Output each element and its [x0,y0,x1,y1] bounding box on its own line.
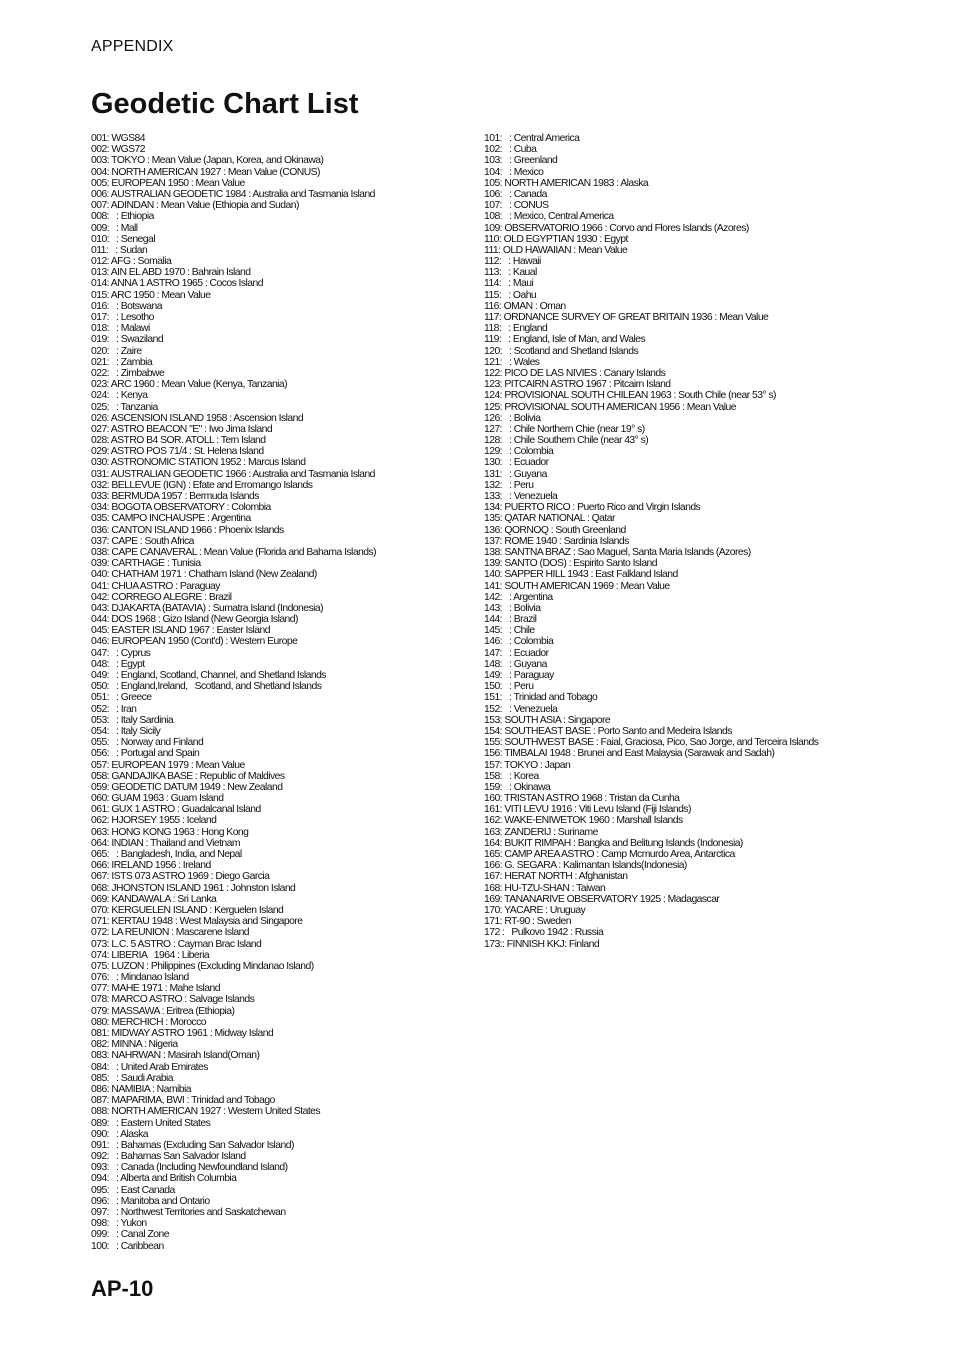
chart-list-item: 049: : England, Scotland, Channel, and Shetland Islands [91,670,326,681]
chart-list-item: 012: AFG : Somalia [91,256,172,268]
chart-list-item: 048: : Egypt [91,658,145,670]
chart-list-item: 040: CHATHAM 1971 : Chatham Island (New Zealand) [91,569,317,581]
chart-list-item: 047: : Cyprus [91,647,151,659]
chart-list-item: 117: ORDNANCE SURVEY OF GREAT BRITAIN 1936 : Mean Value [484,312,769,323]
chart-list-item: 078: MARCO ASTRO : Salvage Islands [91,994,255,1006]
chart-list-item: 061: GUX 1 ASTRO : Guadalcanal Island [91,804,261,816]
chart-list-item: 025: : Tanzania [91,401,158,413]
chart-list-item: 075: LUZON : Philippines (Excluding Mindanao Island) [91,960,314,972]
chart-list-item: 099: : Canal Zone [91,1229,169,1241]
chart-list-item: 028: ASTRO B4 SOR. ATOLL : Tern Island [91,435,266,447]
chart-list-item: 153: SOUTH ASIA : Singapore [484,714,611,726]
chart-list-item: 057: EUROPEAN 1979 : Mean Value [91,759,245,771]
chart-list-item: 050: : England,Ireland, Scotland, and Shetland Islands [91,681,322,693]
chart-list-item: 068: JHONSTON ISLAND 1961 : Johnston Island [91,882,296,894]
chart-list-item: 152: : Venezuela [484,703,558,715]
chart-list-item: 030: ASTRONOMIC STATION 1952 : Marcus Island [91,457,306,469]
chart-list-item: 085: : Saudi Arabia [91,1072,174,1084]
chart-list-item: 123: PITCAIRN ASTRO 1967 : Pitcairn Island [484,379,671,391]
chart-list-item: 166: G. SEGARA : Kalimantan Islands(Indonesia) [484,860,687,872]
chart-list-item: 125: PROVISIONAL SOUTH AMERICAN 1956 : Mean Value [484,401,736,413]
chart-list-item: 024: : Kenya [91,390,148,402]
chart-list-item: 129: : Colombia [484,446,554,458]
chart-list-item: 076: : Mindanao Island [91,972,189,984]
chart-list-item: 042: CORREGO ALEGRE : Brazil [91,591,232,603]
chart-list-item: 065: : Bangladesh, India, and Nepal [91,849,242,860]
chart-list-item: 120: : Scotland and Shetland Islands [484,345,639,357]
chart-list-item: 121: : Wales [484,356,540,368]
chart-list-item: 127: : Chile Northern Chie (near 19° s) [484,423,645,435]
chart-list-item: 136: QORNOQ : South Greenland [484,524,626,536]
chart-list-item: 053: : Italy Sardinia [91,714,174,726]
chart-list-item: 008: : Ethiopia [91,211,154,223]
chart-list-item: 132: : Peru [484,479,534,491]
chart-list-item: 130: : Ecuador [484,457,549,469]
chart-list-item: 126: : Bolivia [484,412,541,424]
chart-list-item: 140: SAPPER HILL 1943 : East Falkland Island [484,569,678,581]
chart-list-item: 131: : Guyana [484,468,547,480]
chart-list-item: 010: : Senegal [91,233,155,245]
chart-list-item: 155: SOUTHWEST BASE : Faial, Graciosa, Pico, Sao Jorge, and Terceira Islands [484,737,819,749]
chart-list-item: 093: : Canada (Including Newfoundland Island) [91,1162,288,1174]
chart-list-item: 113: : Kaual [484,267,537,279]
chart-list-item: 029: ASTRO POS 71/4 : St. Helena Island [91,446,264,458]
chart-list-item: 105: NORTH AMERICAN 1983 : Alaska [484,177,649,189]
chart-list-item: 043: DJAKARTA (BATAVIA) : Sumatra Island (Indonesia) [91,602,324,614]
chart-list-item: 118: : England [484,323,548,335]
chart-list-item: 094: : Alberta and British Columbia [91,1173,237,1185]
chart-list-item: 009: : Mall [91,222,138,234]
chart-list-item: 016: : Botswana [91,300,162,312]
chart-list-item: 143: : Bolivia [484,602,541,614]
chart-list-item: 020: : Zaire [91,345,142,357]
chart-list-item: 032: BELLEVUE (IGN) : Efate and Erromango Islands [91,479,313,491]
chart-list-item: 073: L.C. 5 ASTRO : Cayman Brac Island [91,938,262,950]
chart-list-item: 003: TOKYO : Mean Value (Japan, Korea, and Okinawa) [91,155,324,167]
chart-list-item: 051: : Greece [91,692,152,704]
chart-list-item: 013: AIN EL ABD 1970 : Bahrain Island [91,267,251,279]
chart-list-item: 067: ISTS 073 ASTRO 1969 : Diego Garcia [91,871,270,883]
chart-list-item: 044: DOS 1968 : Gizo Island (New Georgia Island) [91,614,298,626]
chart-list-item: 150: : Peru [484,681,534,693]
chart-list-item: 161: VITI LEVU 1916 : Viti Levu Island (Fiji Islands) [484,804,691,816]
chart-list-item: 041: CHUA ASTRO : Paraguay [91,580,220,592]
chart-list-item: 173:: FINNISH KKJ: Finland [484,938,600,950]
chart-list-item: 055: : Norway and Finland [91,737,204,749]
chart-list-item: 089: : Eastern United States [91,1117,211,1129]
chart-list-item: 002: WGS72 [91,144,145,156]
page-title: Geodetic Chart List [91,88,359,120]
chart-list-item: 107: : CONUS [484,200,549,212]
chart-list-item: 082: MINNA : Nigeria [91,1039,178,1051]
chart-list-item: 110: OLD EGYPTIAN 1930 : Egypt [484,233,628,245]
chart-list-item: 149: : Paraguay [484,670,554,681]
chart-list-item: 021: : Zambia [91,356,153,368]
chart-list-item: 052: : Iran [91,703,137,715]
chart-list-item: 167: HERAT NORTH : Afghanistan [484,871,628,883]
chart-list-item: 122: PICO DE LAS NIVIES : Canary Islands [484,367,666,379]
chart-list-item: 142: : Argentina [484,591,553,603]
chart-list-item: 135: QATAR NATIONAL : Qatar [484,513,615,525]
chart-list-item: 019: : Swaziland [91,334,164,346]
chart-list-item: 066: IRELAND 1956 : Ireland [91,860,211,872]
chart-list-item: 011: : Sudan [91,244,148,256]
chart-list-item: 112: : Hawaii [484,256,541,268]
chart-list-item: 138: SANTNA BRAZ : Sao Maguel, Santa Maria Islands (Azores) [484,546,751,558]
chart-list-item: 169: TANANARIVE OBSERVATORY 1925 : Madagascar [484,893,720,905]
page-number: AP-10 [91,1276,154,1301]
chart-list-item: 079: MASSAWA : Eritrea (Ethiopia) [91,1005,235,1017]
chart-list-item: 119: : England, Isle of Man, and Wales [484,334,646,346]
chart-list-left-column [91,133,471,1252]
chart-list-item: 081: MIDWAY ASTRO 1961 : Midway Island [91,1028,274,1039]
chart-list-item: 058: GANDAJIKA BASE : Republic of Maldives [91,770,285,782]
chart-list-item: 080: MERCHICH : Morocco [91,1016,206,1028]
chart-list-item: 091: : Bahamas (Excluding San Salvador Island) [91,1139,294,1151]
chart-list-item: 100: : Caribbean [91,1240,164,1252]
chart-list-item: 151: : Trinidad and Tobago [484,692,598,704]
chart-list-item: 088: NORTH AMERICAN 1927 : Western United States [91,1106,321,1118]
chart-list-item: 096: : Manitoba and Ontario [91,1195,210,1207]
chart-list-item: 124: PROVISIONAL SOUTH CHILEAN 1963 : South Chile (near 53° s) [484,390,776,402]
chart-list-item: 160: TRISTAN ASTRO 1968 : Tristan da Cunha [484,793,680,805]
chart-list-item: 144: : Brazil [484,614,537,626]
chart-list-item: 005: EUROPEAN 1950 : Mean Value [91,177,245,189]
chart-list-item: 103: : Greenland [484,155,558,167]
chart-list-item: 157: TOKYO : Japan [484,759,571,771]
chart-list-item: 069: KANDAWALA : Sri Lanka [91,893,217,905]
chart-list-item: 168: HU-TZU-SHAN : Taiwan [484,882,606,894]
chart-list-item: 104: : Mexico [484,166,544,178]
chart-list-item: 101: : Central America [484,133,580,144]
chart-list-item: 064: INDIAN : Thailand and Vietnam [91,837,240,849]
chart-list-item: 116: OMAN : Oman [484,300,566,312]
chart-list-item: 086: NAMIBIA : Namibia [91,1083,191,1095]
chart-list-item: 037: CAPE : South Africa [91,535,194,547]
chart-list-item: 036: CANTON ISLAND 1966 : Phoenix Islands [91,524,284,536]
chart-list-item: 084: : United Arab Emirates [91,1061,208,1073]
chart-list-item: 141: SOUTH AMERICAN 1969 : Mean Value [484,580,670,592]
chart-list-item: 031: AUSTRALIAN GEODETIC 1966 : Australia and Tasmania Island [91,468,375,480]
chart-list-item: 133: : Venezuela [484,491,558,502]
chart-list-item: 109: OBSERVATORIO 1966 : Corvo and Flores Islands (Azores) [484,222,749,234]
chart-list-item: 059: GEODETIC DATUM 1949 : New Zealand [91,781,283,793]
chart-list-item: 090: : Alaska [91,1128,149,1140]
chart-list-item: 046: EUROPEAN 1950 (Cont'd) : Western Europe [91,636,298,648]
chart-list-item: 171: RT-90 : Sweden [484,916,571,928]
chart-list-item: 018: : Malawi [91,323,150,335]
chart-list-item: 027: ASTRO BEACON "E" : Iwo Jima Island [91,423,273,435]
chart-list-item: 083: NAHRWAN : Masirah Island(Oman) [91,1050,260,1062]
chart-list-item: 134: PUERTO RICO : Puerto Rico and Virgin Islands [484,502,701,514]
chart-list-item: 038: CAPE CANAVERAL : Mean Value (Florida and Bahama Islands) [91,546,377,558]
chart-list-item: 060: GUAM 1963 : Guam Island [91,793,224,805]
chart-list-item: 172 : Pulkovo 1942 : Russia [484,927,604,939]
chart-list-item: 074: LIBERIA 1964 : Liberia [91,949,210,961]
chart-list-item: 147: : Ecuador [484,647,549,659]
chart-list-item: 062: HJORSEY 1955 : Iceland [91,815,217,827]
chart-list-item: 163: ZANDERIJ : Suriname [484,826,598,838]
chart-list-item: 108: : Mexico, Central America [484,211,614,223]
chart-list-item: 039: CARTHAGE : Tunisia [91,558,201,570]
chart-list-item: 158: : Korea [484,770,539,782]
chart-list-item: 056: : Portugal and Spain [91,748,200,760]
chart-list-item: 162: WAKE-ENIWETOK 1960 : Marshall Islands [484,815,683,827]
chart-list-item: 087: MAPARIMA, BWI : Trinidad and Tobago [91,1095,275,1107]
chart-list-item: 045: EASTER ISLAND 1967 : Easter Island [91,625,270,637]
chart-list-item: 014: ANNA 1 ASTRO 1965 : Cocos Island [91,278,263,290]
chart-list-item: 017: : Lesotho [91,312,154,323]
chart-list-item: 092: : Bahamas San Salvador Island [91,1151,246,1163]
chart-list-right-column [484,133,924,950]
chart-list-item: 139: SANTO (DOS) : Espirito Santo Island [484,558,658,570]
chart-list-item: 145: : Chile [484,625,535,637]
chart-list-item: 035: CAMPO INCHAUSPE : Argentina [91,513,251,525]
chart-list-item: 054: : Italy Sicily [91,725,161,737]
chart-list-item: 165: CAMP AREA ASTRO : Camp Mcmurdo Area, Antarctica [484,849,735,860]
chart-list-item: 033: BERMUDA 1957 : Bermuda Islands [91,491,259,502]
chart-list-item: 159: : Okinawa [484,781,551,793]
chart-list-item: 154: SOUTHEAST BASE : Porto Santo and Medeira Islands [484,725,732,737]
appendix-header: APPENDIX [91,38,174,55]
chart-list-item: 098: : Yukon [91,1218,147,1230]
chart-list-item: 095: : East Canada [91,1184,175,1196]
chart-list-item: 097: : Northwest Territories and Saskatchewan [91,1207,286,1218]
chart-list-item: 022: : Zimbabwe [91,367,165,379]
chart-list-item: 004: NORTH AMERICAN 1927 : Mean Value (CONUS) [91,166,320,178]
chart-list-item: 111: OLD HAWAIIAN : Mean Value [484,244,628,256]
chart-list-item: 070: KERGUELEN ISLAND : Kerguelen Island [91,904,284,916]
chart-list-item: 115: : Oahu [484,289,537,301]
chart-list-item: 007: ADINDAN : Mean Value (Ethiopia and Sudan) [91,200,299,212]
chart-list-item: 026: ASCENSION ISLAND 1958 : Ascension Island [91,412,304,424]
chart-list-item: 034: BOGOTA OBSERVATORY : Colombia [91,502,271,514]
chart-list-item: 164: BUKIT RIMPAH : Bangka and Belitung Islands (Indonesia) [484,837,743,849]
chart-list-item: 128: : Chile Southern Chile (near 43° s) [484,435,649,447]
chart-list-item: 102: : Cuba [484,144,537,156]
chart-list-item: 106: : Canada [484,188,547,200]
chart-list-item: 114: : Maui [484,278,534,290]
chart-list-item: 170: YACARE : Uruguay [484,904,586,916]
chart-list-item: 137: ROME 1940 : Sardinia Islands [484,535,629,547]
chart-list-item: 071: KERTAU 1948 : West Malaysia and Singapore [91,916,303,928]
chart-list-item: 148: : Guyana [484,658,547,670]
chart-list-item: 146: : Colombia [484,636,554,648]
chart-list-item: 063: HONG KONG 1963 : Hong Kong [91,826,249,838]
chart-list-item: 072: LA REUNION : Mascarene Island [91,927,250,939]
chart-list-item: 001: WGS84 [91,133,145,144]
chart-list-item: 023: ARC 1960 : Mean Value (Kenya, Tanzania) [91,379,288,391]
chart-list-item: 006: AUSTRALIAN GEODETIC 1984 : Australia and Tasmania Island [91,188,375,200]
chart-list-item: 015: ARC 1950 : Mean Value [91,289,211,301]
chart-list-item: 156: TIMBALAI 1948 : Brunei and East Malaysia (Sarawak and Sadah) [484,748,775,760]
chart-list-item: 077: MAHE 1971 : Mahe Island [91,983,220,995]
